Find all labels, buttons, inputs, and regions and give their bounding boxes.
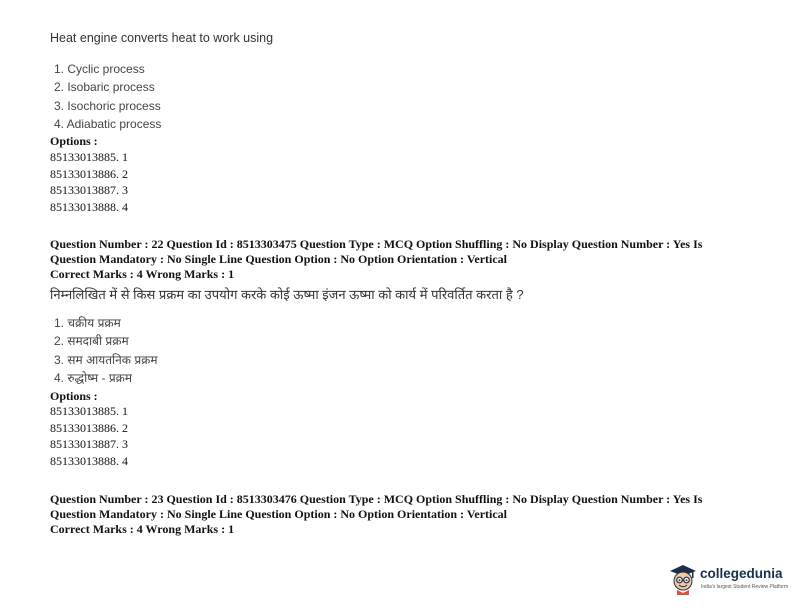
option-item: 1. चक्रीय प्रक्रम <box>54 316 121 330</box>
question-21-option-ids <box>50 149 128 215</box>
option-item: 3. सम आयतनिक प्रक्रम <box>54 352 158 367</box>
question-meta-line: Question Mandatory : No Single Line Question Option : No Option Orientation : Vertical <box>50 506 508 521</box>
graduate-mascot-icon <box>668 562 698 596</box>
option-item: 3. Isochoric process <box>54 98 161 113</box>
option-item: 4. Adiabatic process <box>54 116 162 131</box>
option-item: 2. Isobaric process <box>54 80 155 95</box>
options-label: Options : <box>50 389 98 403</box>
option-id: 85133013886. 2 <box>50 420 128 435</box>
option-item: 4. रुद्धोष्म - प्रक्रम <box>54 370 133 385</box>
question-22-options <box>54 314 158 387</box>
marks-line: Correct Marks : 4 Wrong Marks : 1 <box>50 266 235 281</box>
question-22-text: निम्नलिखित में से किस प्रक्रम का उपयोग करके कोई ऊष्मा इंजन ऊष्मा को कार्य में परिवर्तित करता है ? <box>50 287 524 302</box>
option-id: 85133013887. 3 <box>50 437 128 451</box>
collegedunia-logo[interactable] <box>668 560 789 600</box>
question-meta-line: Question Number : 23 Question Id : 8513303476 Question Type : MCQ Option Shuffling : No Display Question Number : Yes Is <box>50 492 703 506</box>
question-21-options <box>54 60 161 133</box>
logo-name: collegedunia <box>700 566 783 581</box>
option-id: 85133013885. 1 <box>50 150 128 164</box>
question-22-meta <box>50 237 750 281</box>
logo-tagline: India's largest Student Review Platform <box>701 584 789 590</box>
question-23-meta <box>50 492 750 536</box>
option-id: 85133013888. 4 <box>50 453 128 468</box>
option-id: 85133013885. 1 <box>50 404 128 418</box>
option-item: 1. Cyclic process <box>54 62 145 76</box>
marks-line: Correct Marks : 4 Wrong Marks : 1 <box>50 521 235 536</box>
question-22-option-ids <box>50 403 128 469</box>
question-21-text: Heat engine converts heat to work using <box>50 31 274 45</box>
question-meta-line: Question Mandatory : No Single Line Question Option : No Option Orientation : Vertical <box>50 251 508 266</box>
option-item: 2. समदाबी प्रक्रम <box>54 334 129 349</box>
options-label: Options : <box>50 134 98 148</box>
option-id: 85133013887. 3 <box>50 183 128 197</box>
question-meta-line: Question Number : 22 Question Id : 8513303475 Question Type : MCQ Option Shuffling : No Display Question Number : Yes Is <box>50 237 703 251</box>
option-id: 85133013886. 2 <box>50 166 128 181</box>
option-id: 85133013888. 4 <box>50 199 128 214</box>
